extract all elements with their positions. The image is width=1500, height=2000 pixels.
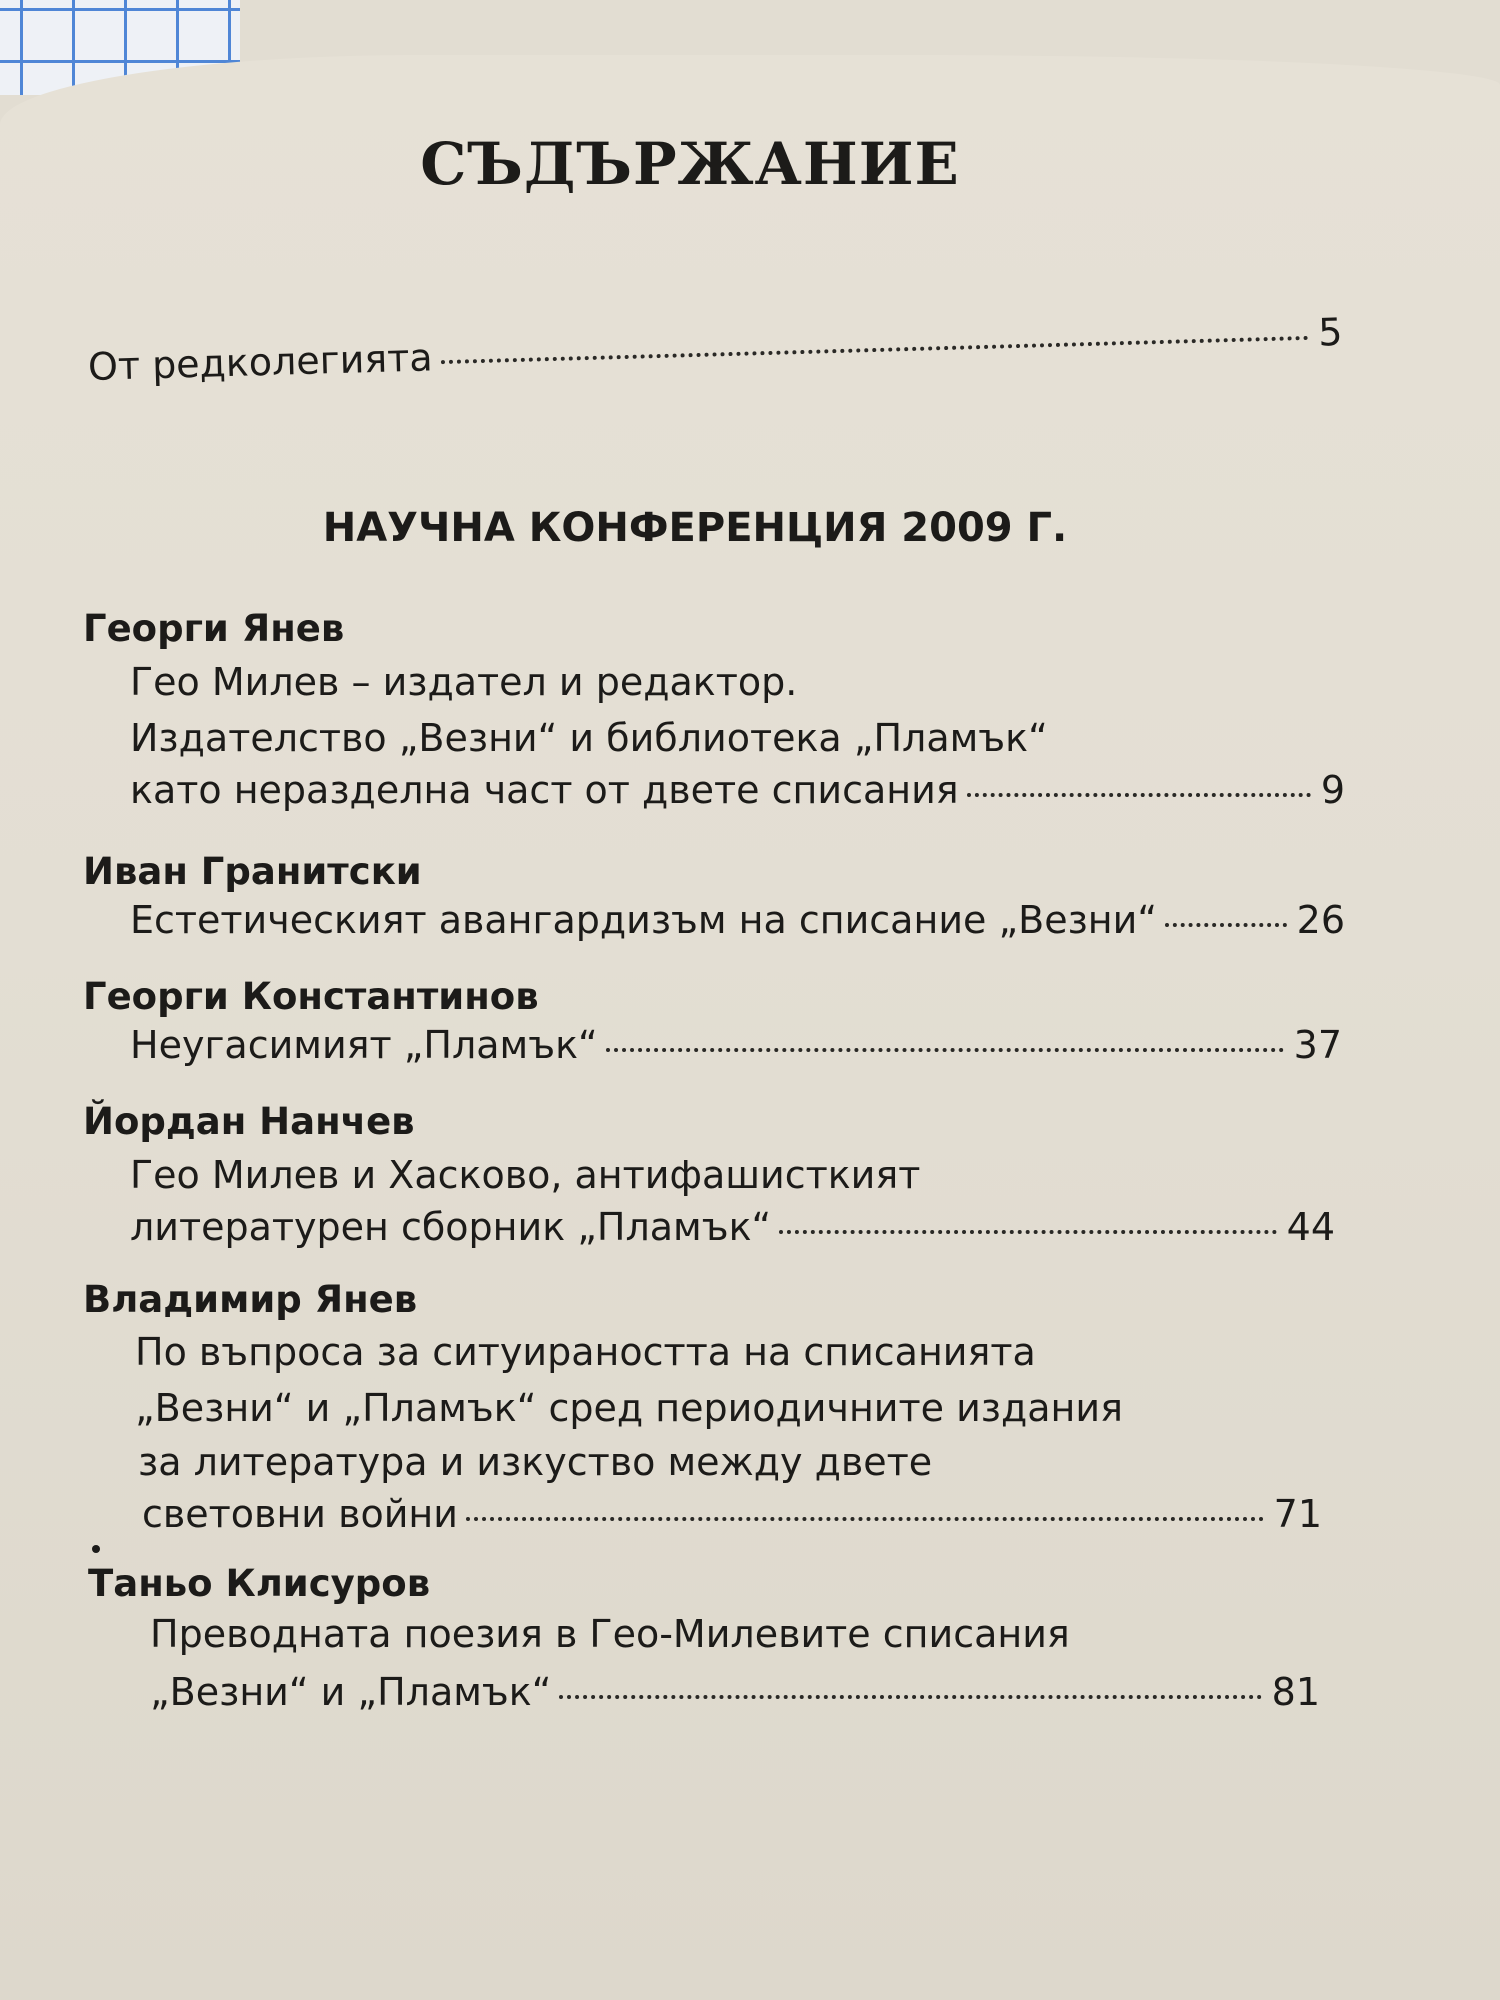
dot-leader xyxy=(779,1230,1276,1234)
toc-entry-last-line xyxy=(142,1492,1322,1538)
toc-page-number: 26 xyxy=(1296,898,1345,942)
toc-entry-line: Преводната поезия в Гео-Милевите списания xyxy=(150,1612,1070,1656)
toc-intro-text: От редколегията xyxy=(87,335,434,389)
toc-page-number: 44 xyxy=(1286,1205,1335,1249)
dot-leader xyxy=(466,1517,1264,1521)
toc-entry-last-line xyxy=(130,1023,1342,1069)
toc-author: Георги Янев xyxy=(83,607,345,650)
toc-entry-last-line xyxy=(150,1670,1320,1716)
dot-leader xyxy=(1165,923,1287,927)
dot-leader xyxy=(559,1695,1261,1699)
toc-entry-line: По въпроса за ситуираността на списанията xyxy=(135,1330,1036,1374)
toc-entry-line: Гео Милев и Хасково, антифашисткият xyxy=(130,1153,921,1197)
toc-entry-line: Гео Милев – издател и редактор. xyxy=(130,660,798,704)
toc-author: Йордан Нанчев xyxy=(83,1100,415,1143)
toc-author: Иван Гранитски xyxy=(83,850,422,893)
dot-leader xyxy=(441,336,1309,364)
toc-entry-text: като неразделна част от двете списания xyxy=(130,768,959,812)
toc-entry-line: Издателство „Везни“ и библиотека „Пламък“ xyxy=(130,716,1048,760)
section-heading: НАУЧНА КОНФЕРЕНЦИЯ 2009 Г. xyxy=(322,505,1068,551)
toc-entry-last-line xyxy=(130,898,1345,944)
dot-leader xyxy=(967,793,1311,797)
page-title: СЪДЪРЖАНИЕ xyxy=(420,130,960,198)
toc-entry-line: за литература и изкуство между двете xyxy=(138,1440,933,1484)
toc-entry-text: световни войни xyxy=(142,1492,458,1536)
toc-entry-last-line xyxy=(130,768,1345,814)
toc-author: Таньо Клисуров xyxy=(88,1562,431,1605)
stray-dot-mark xyxy=(92,1545,100,1553)
toc-page-number: 9 xyxy=(1320,768,1345,812)
toc-entry-text: Неугасимият „Пламък“ xyxy=(130,1023,598,1067)
toc-entry-text: литературен сборник „Пламък“ xyxy=(130,1205,772,1249)
toc-entry-text: Естетическият авангардизъм на списание „Везни“ xyxy=(130,898,1158,942)
toc-intro-page: 5 xyxy=(1317,309,1344,355)
toc-page-number: 81 xyxy=(1271,1670,1320,1714)
toc-author: Владимир Янев xyxy=(83,1278,418,1321)
toc-page-number: 37 xyxy=(1293,1023,1342,1067)
dot-leader xyxy=(606,1048,1284,1052)
toc-author: Георги Константинов xyxy=(83,975,539,1018)
toc-entry-line: „Везни“ и „Пламък“ сред периодичните издания xyxy=(135,1386,1123,1430)
toc-page-number: 71 xyxy=(1273,1492,1322,1536)
toc-entry-text: „Везни“ и „Пламък“ xyxy=(150,1670,552,1714)
toc-entry-last-line xyxy=(130,1205,1335,1251)
